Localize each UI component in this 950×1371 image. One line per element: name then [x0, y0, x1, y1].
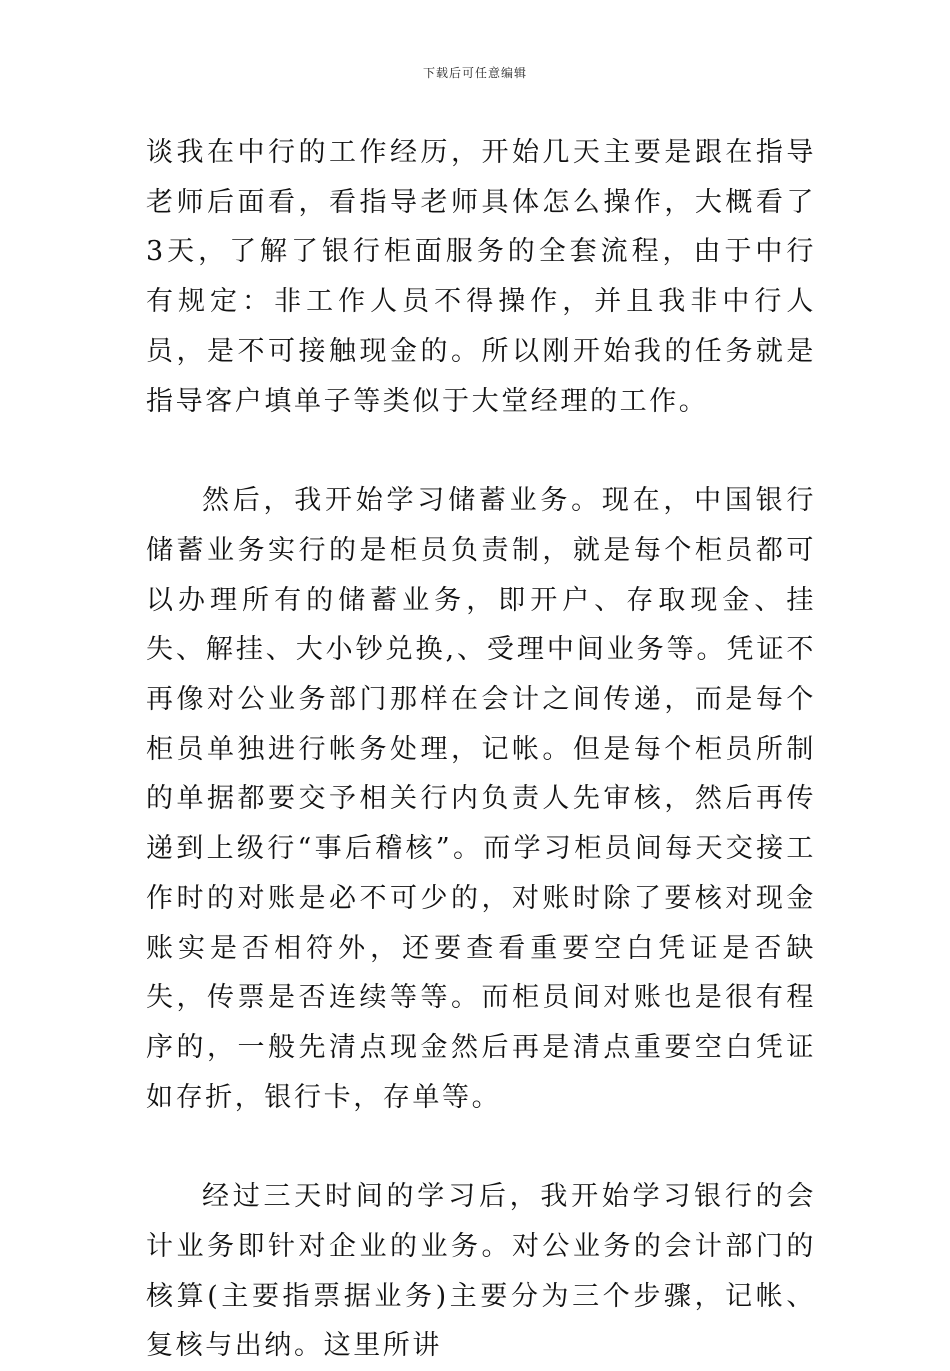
- paragraph-3: 经过三天时间的学习后，我开始学习银行的会计业务即针对企业的业务。对公业务的会计部门的核算(主要指票据业务)主要分为三个步骤，记帐、复核与出纳。这里所讲: [146, 1181, 816, 1362]
- paragraph-1: 谈我在中行的工作经历，开始几天主要是跟在指导老师后面看，看指导老师具体怎么操作，大概看了3天，了解了银行柜面服务的全套流程，由于中行有规定：非工作人员不得操作，并且我非中行人员，是不可接触现金的。所以刚开始我的任务就是指导客户填单子等类似于大堂经理的工作。: [146, 137, 816, 417]
- document-body: [146, 128, 816, 1371]
- page-header: 下载后可任意编辑: [422, 66, 527, 80]
- paragraph-2: 然后，我开始学习储蓄业务。现在，中国银行储蓄业务实行的是柜员负责制，就是每个柜员都可以办理所有的储蓄业务，即开户、存取现金、挂失、解挂、大小钞兑换,、受理中间业务等。凭证不再像对公业务部门那样在会计之间传递，而是每个柜员单独进行帐务处理，记帐。但是每个柜员所制的单据都要交予相关行内负责人先审核，然后再传递到上级行“事后稽核”。而学习柜员间每天交接工作时的对账是必不可少的，对账时除了要核对现金账实是否相符外，还要查看重要空白凭证是否缺失，传票是否连续等等。而柜员间对账也是很有程序的，一般先清点现金然后再是清点重要空白凭证如存折，银行卡，存单等。: [146, 485, 816, 1113]
